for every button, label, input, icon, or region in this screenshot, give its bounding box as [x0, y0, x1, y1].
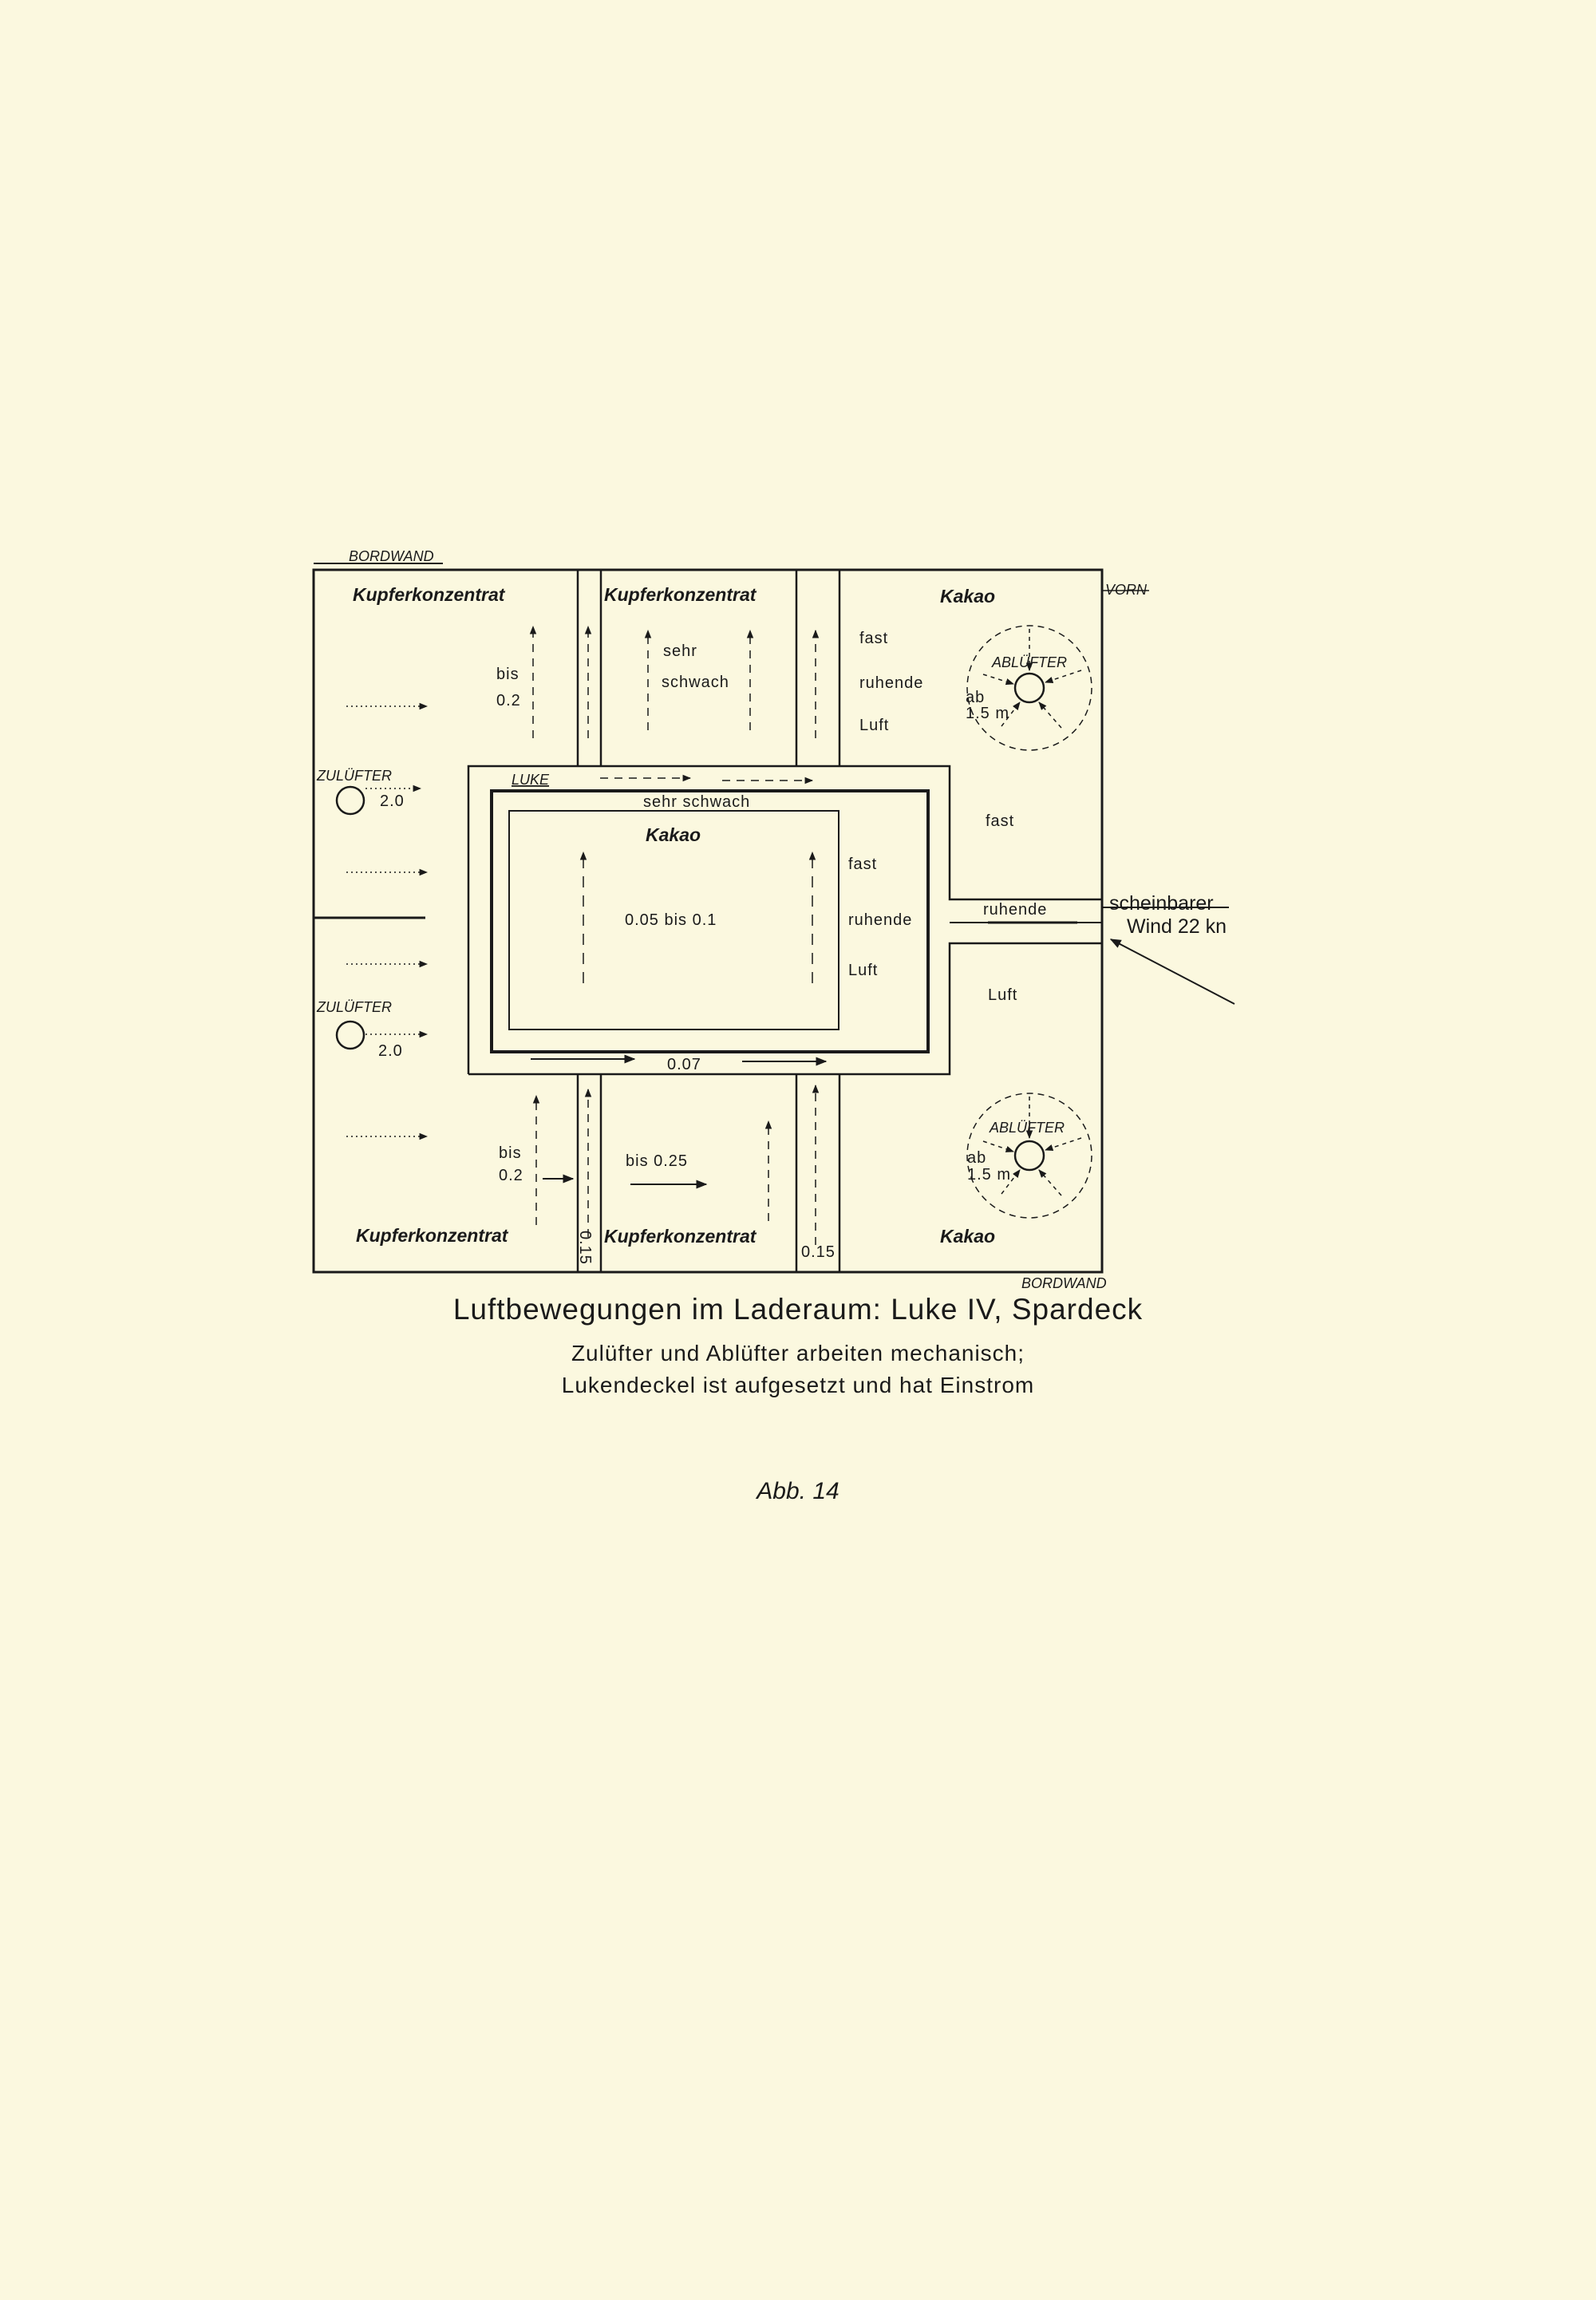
- top-mid-sehr: sehr: [663, 642, 697, 660]
- flow-arrow: [1039, 702, 1061, 728]
- wind-label-2: Wind 22 kn: [1127, 915, 1227, 938]
- zulufter-upper-value: 2.0: [380, 792, 405, 810]
- top-right-luft: Luft: [859, 717, 890, 734]
- kupfer-top-left: Kupferkonzentrat: [353, 584, 505, 605]
- top-right-ruhende: ruhende: [859, 674, 924, 692]
- zulufter-lower-value: 2.0: [378, 1042, 403, 1060]
- zulufter-lower-label: ZULÜFTER: [317, 999, 392, 1015]
- ablufter-upper-zone: [967, 626, 1092, 750]
- luke-sehr-schwach: sehr schwach: [643, 793, 751, 811]
- bottom-value-015-vertical: 0.15: [576, 1231, 594, 1265]
- ablufter-upper-value: 1.5 m: [966, 705, 1010, 722]
- kakao-bottom-right: Kakao: [940, 1226, 996, 1247]
- kupfer-top-mid: Kupferkonzentrat: [604, 584, 757, 605]
- kupfer-bottom-mid: Kupferkonzentrat: [604, 1226, 757, 1247]
- zulufter-upper-label: ZULÜFTER: [317, 768, 392, 784]
- caption-title: Luftbewegungen im Laderaum: Luke IV, Spardeck: [452, 1293, 1144, 1326]
- bottom-left-bis: bis: [499, 1144, 522, 1162]
- flow-arrow: [1045, 670, 1081, 682]
- right-fast: fast: [986, 812, 1015, 830]
- top-left-bis: bis: [496, 666, 519, 683]
- ablufter-lower-icon: [1015, 1141, 1044, 1170]
- center-fast: fast: [848, 856, 878, 873]
- bottom-mid-bis: bis 0.25: [626, 1152, 689, 1170]
- flow-arrow: [1045, 1138, 1081, 1150]
- caption-line-2: Lukendeckel ist aufgesetzt und hat Einstrom: [561, 1373, 1035, 1397]
- wind-arrow: [1111, 939, 1235, 1004]
- bottom-value-015: 0.15: [801, 1243, 836, 1261]
- bottom-left-value: 0.2: [499, 1167, 523, 1184]
- center-luft: Luft: [848, 962, 879, 979]
- kakao-center: Kakao: [646, 824, 701, 845]
- zulufter-upper-icon: [337, 787, 364, 814]
- center-range: 0.05 bis 0.1: [625, 911, 717, 929]
- right-luft: Luft: [988, 986, 1018, 1004]
- luke-label: LUKE: [512, 772, 550, 788]
- caption-line-1: Zulüfter und Ablüfter arbeiten mechanisch;: [571, 1341, 1025, 1365]
- ablufter-upper-ab: ab: [966, 689, 986, 706]
- flow-arrow: [1039, 1170, 1061, 1195]
- figure-number: Abb. 14: [757, 1478, 839, 1504]
- ablufter-lower-value: 1.5 m: [967, 1166, 1012, 1184]
- hatch-passage: [468, 943, 1102, 1074]
- bordwand-bottom-label: BORDWAND: [1021, 1275, 1107, 1291]
- bordwand-top-label: BORDWAND: [349, 548, 434, 564]
- top-right-fast: fast: [859, 630, 889, 647]
- ablufter-lower-label: ABLÜFTER: [990, 1120, 1065, 1136]
- right-ruhende: ruhende: [983, 901, 1048, 919]
- ablufter-lower-ab: ab: [967, 1149, 987, 1167]
- ablufter-upper-icon: [1015, 674, 1044, 702]
- flow-arrow: [983, 1141, 1013, 1152]
- center-ruhende: ruhende: [848, 911, 913, 929]
- kupfer-bottom-left: Kupferkonzentrat: [356, 1225, 508, 1246]
- vorn-label: VORN: [1105, 582, 1148, 598]
- top-mid-schwach: schwach: [662, 674, 729, 691]
- top-left-value: 0.2: [496, 692, 521, 709]
- ablufter-upper-label: ABLÜFTER: [992, 654, 1068, 670]
- zulufter-lower-icon: [337, 1022, 364, 1049]
- flow-arrow: [983, 674, 1013, 684]
- value-007: 0.07: [667, 1056, 701, 1073]
- kakao-top-right: Kakao: [940, 586, 996, 607]
- wind-label-1: scheinbarer: [1109, 892, 1214, 915]
